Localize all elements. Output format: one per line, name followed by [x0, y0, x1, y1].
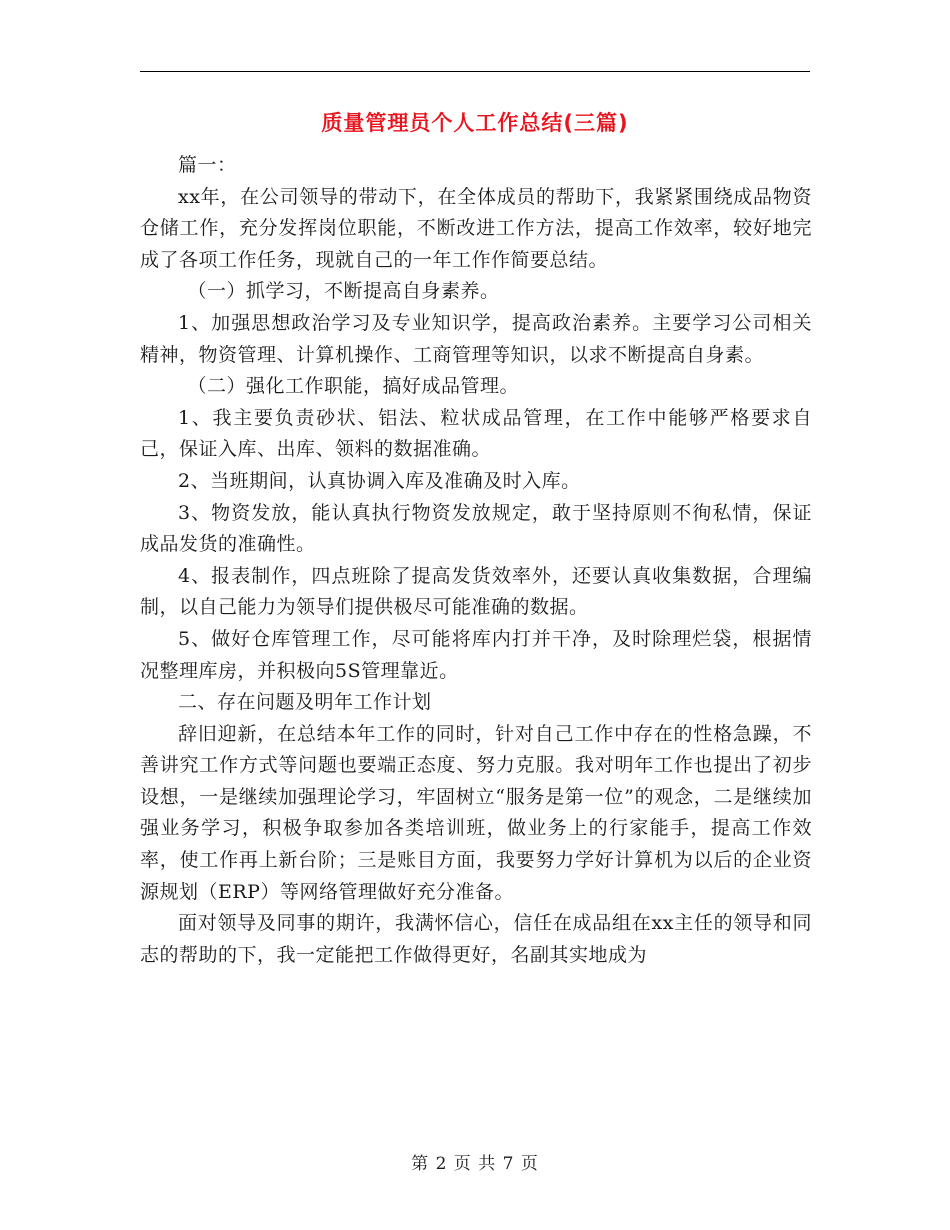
paragraph-duty-item-5: 5、做好仓库管理工作，尽可能将库内打并干净，及时除理烂袋，根据情况整理库房，并积极向5S管理靠近。 [140, 627, 812, 682]
document-body [140, 150, 812, 971]
paragraph-intro: xx年，在公司领导的带动下，在全体成员的帮助下，我紧紧围绕成品物资仓储工作，充分发挥岗位职能，不断改进工作方法，提高工作效率，较好地完成了各项工作任务，现就自己的一年工作作简要总结。 [140, 185, 812, 271]
subheading-study: （一）抓学习，不断提高自身素养。 [187, 280, 500, 303]
subheading-duties: （二）强化工作职能，搞好成品管理。 [187, 375, 520, 398]
paragraph-duty-item-3: 3、物资发放，能认真执行物资发放规定，敢于坚持原则不徇私情，保证成品发货的准确性。 [140, 501, 812, 556]
paragraph-duty-item-2: 2、当班期间，认真协调入库及准确及时入库。 [178, 469, 581, 492]
section-heading-part-one: 篇一： [178, 154, 237, 176]
document-title: 质量管理员个人工作总结(三篇) [321, 111, 629, 135]
paragraph-plan: 辞旧迎新，在总结本年工作的同时，针对自己工作中存在的性格急躁，不善讲究工作方式等问题也要端正态度、努力克服。我对明年工作也提出了初步设想，一是继续加强理论学习，牢固树立“服务是第一位”的观念，二是继续加强业务学习，积极争取参加各类培训班，做业务上的行家能手，提高工作效率，使工作再上新台阶；三是账目方面，我要努力学好计算机为以后的企业资源规划（ERP）等网络管理做好充分准备。 [140, 722, 812, 903]
header-rule [140, 71, 810, 72]
paragraph-duty-item-4: 4、报表制作，四点班除了提高发货效率外，还要认真收集数据，合理编制，以自己能力为领导们提供极尽可能准确的数据。 [140, 564, 812, 619]
paragraph-duty-item-1: 1、我主要负责砂状、铝法、粒状成品管理，在工作中能够严格要求自己，保证入库、出库、领料的数据准确。 [140, 406, 812, 461]
page-number: 第 2 页 共 7 页 [411, 1154, 539, 1174]
paragraph-study-item-1: 1、加强思想政治学习及专业知识学，提高政治素养。主要学习公司相关精神，物资管理、计算机操作、工商管理等知识，以求不断提高自身素。 [140, 311, 812, 366]
paragraph-closing: 面对领导及同事的期许，我满怀信心，信任在成品组在xx主任的领导和同志的帮助的下，我一定能把工作做得更好，名副其实地成为 [140, 912, 812, 966]
section-heading-problems-plan: 二、存在问题及明年工作计划 [178, 691, 432, 714]
